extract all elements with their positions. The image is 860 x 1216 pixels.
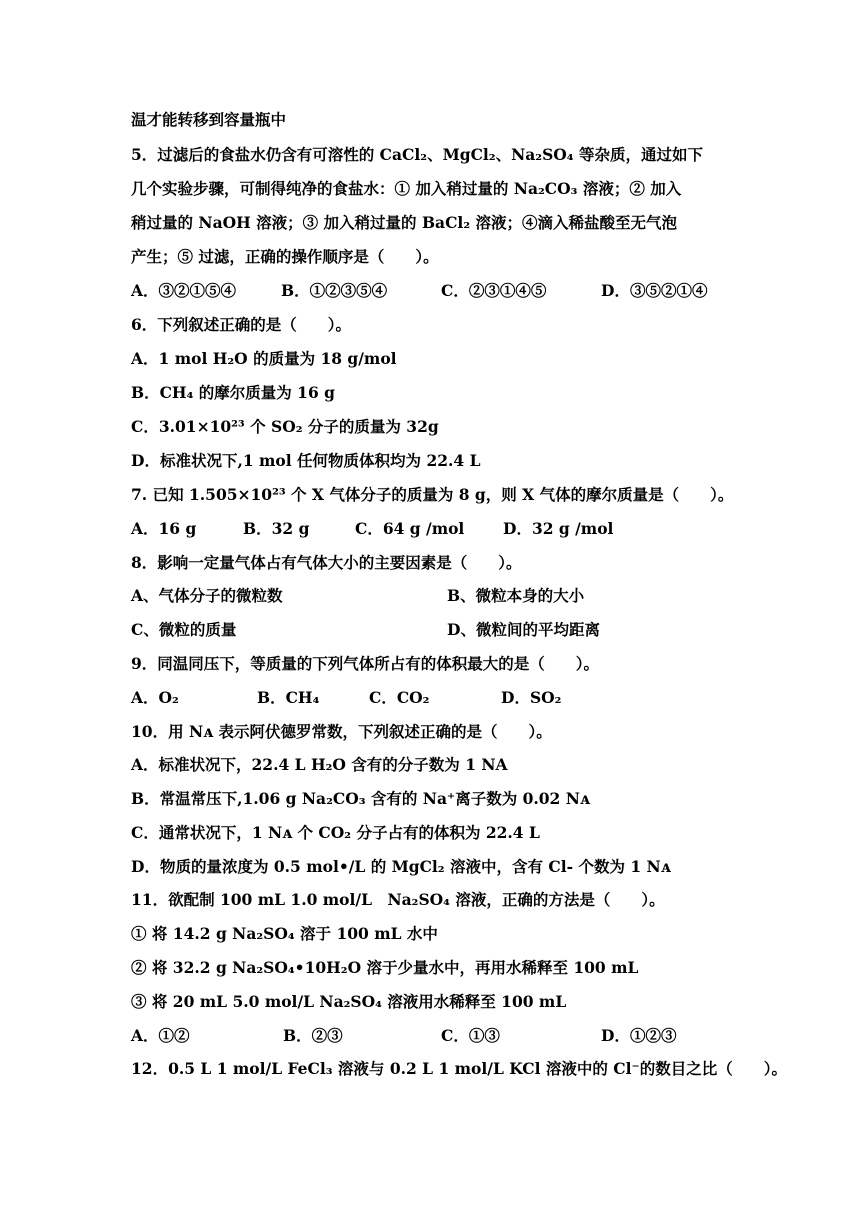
q9-option-a: A．O₂: [131, 688, 179, 707]
question-6: 6．下列叙述正确的是（ ）。: [131, 315, 352, 334]
q5-option-b: B．①②③⑤④: [281, 281, 388, 300]
q7-option-d: D．32 g /mol: [503, 519, 614, 538]
q5-option-a: A．③②①⑤④: [131, 281, 237, 300]
q6-option-b: B．CH₄ 的摩尔质量为 16 g: [131, 383, 335, 402]
q11-statement-3: ③ 将 20 mL 5.0 mol/L Na₂SO₄ 溶液用水稀释至 100 mL: [131, 992, 567, 1011]
question-10: 10．用 Nᴀ 表示阿伏德罗常数，下列叙述正确的是（ ）。: [131, 722, 552, 741]
question-8: 8．影响一定量气体占有气体大小的主要因素是（ ）。: [131, 553, 522, 572]
text-line: 温才能转移到容量瓶中: [131, 110, 287, 129]
q10-option-a: A．标准状况下，22.4 L H₂O 含有的分子数为 1 NA: [131, 755, 508, 774]
q6-option-a: A．1 mol H₂O 的质量为 18 g/mol: [131, 349, 397, 368]
question-5-line-1: 5．过滤后的食盐水仍含有可溶性的 CaCl₂、MgCl₂、Na₂SO₄ 等杂质，通过如下: [131, 145, 703, 164]
question-7-options: [131, 517, 750, 541]
q10-option-b: B．常温常压下,1.06 g Na₂CO₃ 含有的 Na⁺离子数为 0.02 Nᴀ: [131, 789, 590, 808]
q8-option-c: C、微粒的质量: [131, 620, 237, 639]
q11-option-b: B．②③: [283, 1026, 343, 1045]
question-5-line-2: 几个实验步骤，可制得纯净的食盐水：① 加入稍过量的 Na₂CO₃ 溶液；② 加入: [131, 179, 682, 198]
q11-statement-1: ① 将 14.2 g Na₂SO₄ 溶于 100 mL 水中: [131, 924, 438, 943]
q7-option-c: C．64 g /mol: [355, 519, 465, 538]
question-12: 12．0.5 L 1 mol/L FeCl₃ 溶液与 0.2 L 1 mol/L KCl 溶液中的 Cl⁻的数目之比（ ）。: [131, 1059, 787, 1078]
question-5-line-4: 产生；⑤ 过滤，正确的操作顺序是（ ）。: [131, 247, 439, 266]
question-9: 9．同温同压下，等质量的下列气体所占有的体积最大的是（ ）。: [131, 654, 600, 673]
question-5-line-3: 稍过量的 NaOH 溶液；③ 加入稍过量的 BaCl₂ 溶液；④滴入稀盐酸至无气泡: [131, 213, 677, 232]
q9-option-c: C．CO₂: [369, 688, 430, 707]
q5-option-d: D．③⑤②①④: [601, 281, 708, 300]
q6-option-c: C．3.01×10²³ 个 SO₂ 分子的质量为 32g: [131, 417, 439, 436]
q11-option-c: C．①③: [441, 1026, 500, 1045]
q11-statement-2: ② 将 32.2 g Na₂SO₄•10H₂O 溶于少量水中，再用水稀释至 100 mL: [131, 958, 639, 977]
q9-option-b: B．CH₄: [257, 688, 320, 707]
question-8-options-row-2: [131, 618, 750, 642]
question-11-options: [131, 1024, 750, 1048]
q8-option-a: A、气体分子的微粒数: [131, 586, 283, 605]
q6-option-d: D．标准状况下,1 mol 任何物质体积均为 22.4 L: [131, 451, 481, 470]
q11-option-a: A．①②: [131, 1026, 190, 1045]
q5-option-c: C．②③①④⑤: [441, 281, 547, 300]
question-5-options: [131, 279, 750, 303]
q10-option-d: D．物质的量浓度为 0.5 mol•/L 的 MgCl₂ 溶液中，含有 Cl- 个数为 1 Nᴀ: [131, 857, 671, 876]
q8-option-b: B、微粒本身的大小: [447, 586, 585, 605]
question-11: 11．欲配制 100 mL 1.0 mol/L Na₂SO₄ 溶液，正确的方法是（ ）。: [131, 890, 665, 909]
q7-option-b: B．32 g: [243, 519, 310, 538]
question-7: 7. 已知 1.505×10²³ 个 X 气体分子的质量为 8 g，则 X 气体的摩尔质量是（ ）。: [131, 485, 734, 504]
question-9-options: [131, 686, 750, 710]
question-8-options-row-1: [131, 584, 750, 608]
q11-option-d: D．①②③: [601, 1026, 677, 1045]
q8-option-d: D、微粒间的平均距离: [447, 620, 600, 639]
q10-option-c: C．通常状况下，1 Nᴀ 个 CO₂ 分子占有的体积为 22.4 L: [131, 823, 540, 842]
q7-option-a: A．16 g: [131, 519, 197, 538]
q9-option-d: D．SO₂: [501, 688, 562, 707]
